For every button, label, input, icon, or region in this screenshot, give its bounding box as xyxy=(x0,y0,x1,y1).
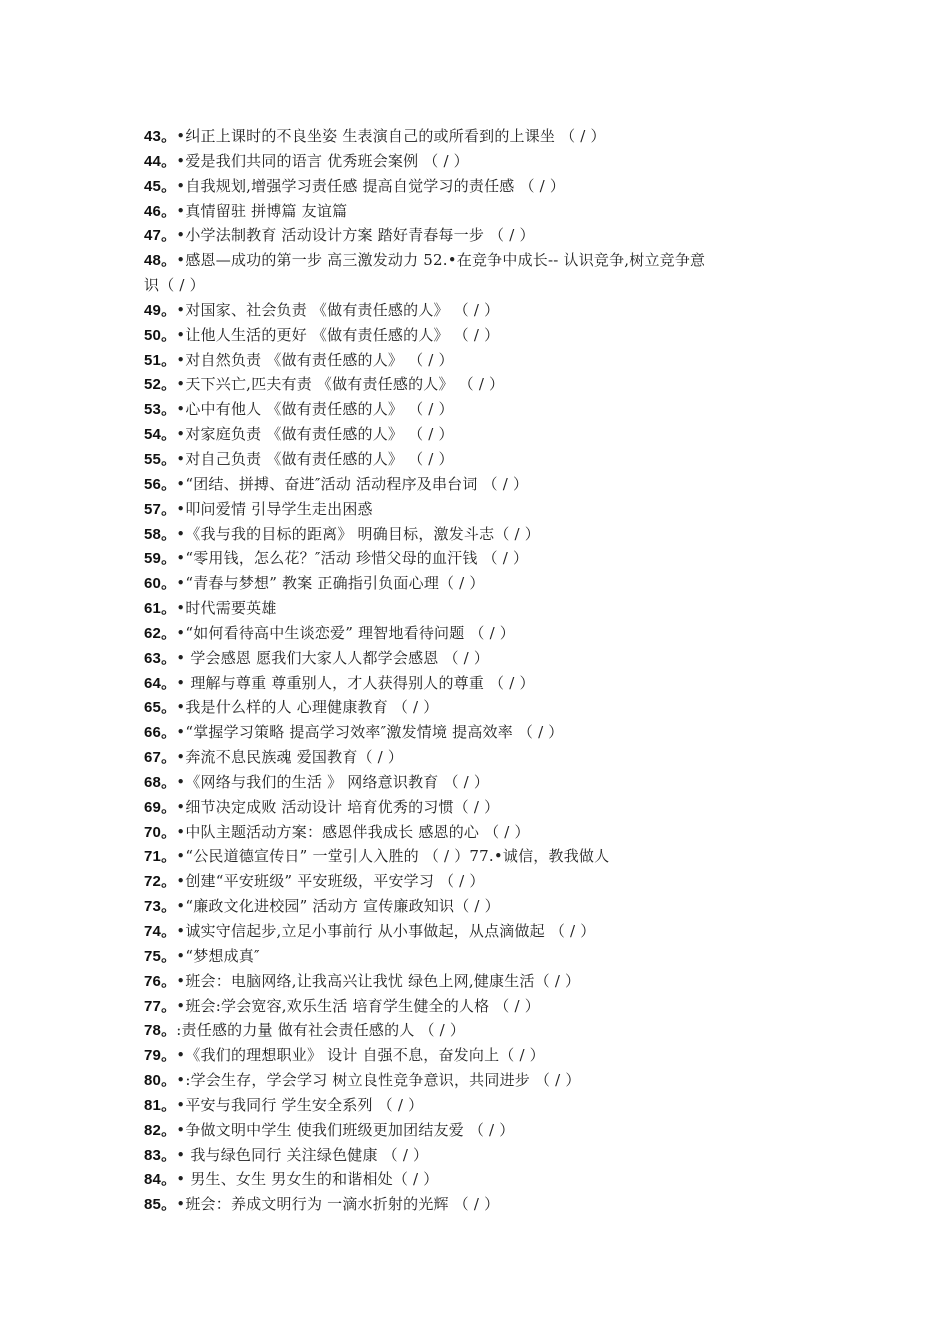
item-text: •叩问爱情 引导学生走出困惑 xyxy=(176,499,373,518)
item-number: 81 xyxy=(144,1096,162,1114)
item-separator: 。 xyxy=(161,1047,177,1065)
item-separator: 。 xyxy=(161,947,177,965)
item-number: 64 xyxy=(144,674,162,692)
list-item xyxy=(144,869,804,894)
item-separator: 。 xyxy=(161,475,177,493)
item-separator: 。 xyxy=(161,972,177,990)
item-separator: 。 xyxy=(161,773,177,791)
item-separator: 。 xyxy=(161,674,177,692)
list-item xyxy=(144,124,804,149)
item-number: 61 xyxy=(144,600,162,618)
item-separator: 。 xyxy=(161,152,177,170)
item-number: 80 xyxy=(144,1072,162,1090)
item-text: •平安与我同行 学生安全系列 （ / ） xyxy=(176,1095,424,1114)
list-item xyxy=(144,546,804,571)
item-text: •“廉政文化进校园” 活动方 宣传廉政知识（ / ） xyxy=(176,897,500,916)
item-text: •真情留驻 拼博篇 友谊篇 xyxy=(176,201,348,220)
item-separator: 。 xyxy=(161,749,177,767)
list-item xyxy=(144,969,804,994)
item-number: 45 xyxy=(144,177,162,195)
list-item xyxy=(144,596,804,621)
list-item xyxy=(144,720,804,745)
list-item xyxy=(144,298,804,323)
item-number: 71 xyxy=(144,848,162,866)
item-separator: 。 xyxy=(161,848,177,866)
item-number: 67 xyxy=(144,749,162,767)
item-separator: 。 xyxy=(161,699,177,717)
list-item xyxy=(144,745,804,770)
item-number: 43 xyxy=(144,128,162,145)
item-text: •时代需要英雄 xyxy=(176,599,277,618)
list-item xyxy=(144,844,804,869)
item-separator: 。 xyxy=(161,326,177,344)
list-item xyxy=(144,497,804,522)
item-separator: 。 xyxy=(161,401,177,419)
list-item xyxy=(144,323,804,348)
list-item xyxy=(144,571,804,596)
item-number: 58 xyxy=(144,525,162,543)
item-separator: 。 xyxy=(161,128,177,145)
item-separator: 。 xyxy=(161,600,177,618)
item-number: 73 xyxy=(144,898,162,916)
item-number: 62 xyxy=(144,624,162,642)
item-text: •细节决定成败 活动设计 培育优秀的习惯（ / ） xyxy=(176,797,500,816)
item-separator: 。 xyxy=(161,823,177,841)
item-text: •“如何看待高中生谈恋爱” 理智地看待问题 （ / ） xyxy=(176,623,516,642)
item-number: 76 xyxy=(144,972,162,990)
item-separator: 。 xyxy=(161,202,177,220)
item-separator: 。 xyxy=(161,1171,177,1189)
item-text: •感恩—成功的第一步 高三激发动力 52.•在竞争中成长-- 认识竞争,树立竞争意 xyxy=(176,251,706,270)
item-text: •爱是我们共同的语言 优秀班会案例 （ / ） xyxy=(176,151,469,170)
list-item xyxy=(144,646,804,671)
item-number: 74 xyxy=(144,923,162,940)
item-separator: 。 xyxy=(161,376,177,394)
list-item xyxy=(144,1118,804,1143)
item-separator: 。 xyxy=(161,227,177,245)
list-item xyxy=(144,671,804,696)
item-text: • 学会感恩 愿我们大家人人都学会感恩 （ / ） xyxy=(176,648,490,667)
item-separator: 。 xyxy=(161,898,177,916)
item-text: •“掌握学习策略 提高学习效率″激发情境 提高效率 （ / ） xyxy=(176,723,564,742)
item-text: •“零用钱，怎么花？″活动 珍惜父母的血汗钱 （ / ） xyxy=(176,549,529,568)
item-number: 72 xyxy=(144,873,162,891)
item-text: •对自然负责 《做有责任感的人》 （ / ） xyxy=(176,350,454,369)
list-item xyxy=(144,422,804,447)
item-number: 53 xyxy=(144,401,162,419)
item-text: •心中有他人 《做有责任感的人》 （ / ） xyxy=(176,400,454,419)
item-number: 55 xyxy=(144,450,162,468)
item-number: 46 xyxy=(144,202,162,220)
item-text: •中队主题活动方案：感恩伴我成长 感恩的心 （ / ） xyxy=(176,822,530,841)
list-item xyxy=(144,174,804,199)
item-number: 56 xyxy=(144,475,162,493)
list-item xyxy=(144,522,804,547)
item-text: •我是什么样的人 心理健康教育 （ / ） xyxy=(176,698,439,717)
item-separator: 。 xyxy=(161,550,177,568)
item-number: 70 xyxy=(144,823,162,841)
item-text: •《网络与我们的生活 》 网络意识教育 （ / ） xyxy=(176,772,490,791)
item-text: •《我们的理想职业》 设计 自强不息，奋发向上（ / ） xyxy=(176,1046,545,1065)
item-number: 48 xyxy=(144,252,162,270)
list-item xyxy=(144,1093,804,1118)
item-separator: 。 xyxy=(161,177,177,195)
item-separator: 。 xyxy=(161,450,177,468)
item-text: :责任感的力量 做有社会责任感的人 （ / ） xyxy=(176,1021,466,1040)
item-text: •:学会生存，学会学习 树立良性竞争意识，共同进步 （ / ） xyxy=(176,1071,581,1090)
item-text: •纠正上课时的不良坐姿 生表演自己的或所看到的上课坐 （ / ） xyxy=(176,127,606,145)
item-separator: 。 xyxy=(161,798,177,816)
item-text: •对国家、社会负责 《做有责任感的人》 （ / ） xyxy=(176,300,500,319)
list-item xyxy=(144,273,804,298)
item-separator: 。 xyxy=(161,1146,177,1164)
list-item xyxy=(144,919,804,944)
item-number: 52 xyxy=(144,376,162,394)
item-number: 49 xyxy=(144,301,162,319)
item-separator: 。 xyxy=(161,1096,177,1114)
item-separator: 。 xyxy=(161,500,177,518)
list-item xyxy=(144,795,804,820)
item-text: • 我与绿色同行 关注绿色健康 （ / ） xyxy=(176,1145,429,1164)
item-number: 75 xyxy=(144,947,162,965)
item-separator: 。 xyxy=(161,351,177,369)
document-page xyxy=(144,124,804,1217)
item-text: •班会：电脑网络,让我高兴让我忧 绿色上网,健康生活（ / ） xyxy=(176,971,581,990)
list-item xyxy=(144,149,804,174)
item-separator: 。 xyxy=(161,301,177,319)
item-text: •小学法制教育 活动设计方案 踏好青春每一步 （ / ） xyxy=(176,226,535,245)
item-separator: 。 xyxy=(161,252,177,270)
list-item xyxy=(144,1192,804,1217)
item-text: •《我与我的目标的距离》 明确目标，激发斗志（ / ） xyxy=(176,524,540,543)
list-item xyxy=(144,994,804,1019)
item-text: •诚实守信起步,立足小事前行 从小事做起，从点滴做起 （ / ） xyxy=(176,922,596,940)
list-item xyxy=(144,248,804,273)
item-separator: 。 xyxy=(161,724,177,742)
list-item xyxy=(144,397,804,422)
item-number: 50 xyxy=(144,326,162,344)
list-item xyxy=(144,695,804,720)
item-text: •创建“平安班级” 平安班级，平安学习 （ / ） xyxy=(176,872,485,891)
item-number: 68 xyxy=(144,773,162,791)
item-text: •“青春与梦想” 教案 正确指引负面心理（ / ） xyxy=(176,574,485,593)
list-item xyxy=(144,1143,804,1168)
list-item xyxy=(144,1167,804,1192)
item-number: 54 xyxy=(144,426,162,444)
item-number: 59 xyxy=(144,550,162,568)
item-number: 65 xyxy=(144,699,162,717)
item-number: 66 xyxy=(144,724,162,742)
item-text: • 理解与尊重 尊重别人，才人获得别人的尊重 （ / ） xyxy=(176,673,535,692)
item-number: 83 xyxy=(144,1146,162,1164)
item-number: 78 xyxy=(144,1022,162,1040)
list-item xyxy=(144,1018,804,1043)
item-separator: 。 xyxy=(161,649,177,667)
item-number: 77 xyxy=(144,997,162,1015)
item-separator: 。 xyxy=(161,997,177,1015)
item-text: •让他人生活的更好 《做有责任感的人》 （ / ） xyxy=(176,325,500,344)
list-item xyxy=(144,1068,804,1093)
item-text: 识（ / ） xyxy=(144,276,205,295)
item-text: •“梦想成真″ xyxy=(176,946,260,965)
list-item xyxy=(144,223,804,248)
item-number: 57 xyxy=(144,500,162,518)
item-number: 63 xyxy=(144,649,162,667)
list-item xyxy=(144,447,804,472)
item-separator: 。 xyxy=(161,426,177,444)
item-separator: 。 xyxy=(161,873,177,891)
item-separator: 。 xyxy=(161,525,177,543)
item-number: 44 xyxy=(144,152,162,170)
item-text: •对自己负责 《做有责任感的人》 （ / ） xyxy=(176,449,454,468)
item-separator: 。 xyxy=(161,1072,177,1090)
item-number: 82 xyxy=(144,1121,162,1139)
item-text: •争做文明中学生 使我们班级更加团结友爱 （ / ） xyxy=(176,1120,515,1139)
item-separator: 。 xyxy=(161,1121,177,1139)
item-text: •“团结、拼搏、奋进″活动 活动程序及串台词 （ / ） xyxy=(176,474,529,493)
list-item xyxy=(144,1043,804,1068)
item-number: 60 xyxy=(144,575,162,593)
list-item xyxy=(144,472,804,497)
list-item xyxy=(144,348,804,373)
item-text: •天下兴亡,匹夫有责 《做有责任感的人》 （ / ） xyxy=(176,375,505,394)
item-separator: 。 xyxy=(161,923,177,940)
list-item xyxy=(144,894,804,919)
item-text: •班会:学会宽容,欢乐生活 培育学生健全的人格 （ / ） xyxy=(176,996,540,1015)
item-number: 51 xyxy=(144,351,162,369)
item-separator: 。 xyxy=(161,1196,177,1214)
list-item xyxy=(144,621,804,646)
list-item xyxy=(144,944,804,969)
item-number: 79 xyxy=(144,1047,162,1065)
list-item xyxy=(144,199,804,224)
item-separator: 。 xyxy=(161,624,177,642)
item-number: 85 xyxy=(144,1196,162,1214)
list-item xyxy=(144,372,804,397)
item-separator: 。 xyxy=(161,575,177,593)
item-text: •自我规划,增强学习责任感 提高自觉学习的责任感 （ / ） xyxy=(176,176,566,195)
item-text: •奔流不息民族魂 爱国教育（ / ） xyxy=(176,748,404,767)
item-text: •对家庭负责 《做有责任感的人》 （ / ） xyxy=(176,425,454,444)
item-number: 69 xyxy=(144,798,162,816)
item-text: •“公民道德宣传日” 一堂引人入胜的 （ / ）77.•诚信，教我做人 xyxy=(176,847,610,866)
item-number: 47 xyxy=(144,227,162,245)
item-separator: 。 xyxy=(161,1022,177,1040)
list-item xyxy=(144,770,804,795)
list-item xyxy=(144,820,804,845)
item-text: •班会：养成文明行为 一滴水折射的光辉 （ / ） xyxy=(176,1195,500,1214)
item-number: 84 xyxy=(144,1171,162,1189)
item-text: • 男生、女生 男女生的和谐相处（ / ） xyxy=(176,1170,439,1189)
